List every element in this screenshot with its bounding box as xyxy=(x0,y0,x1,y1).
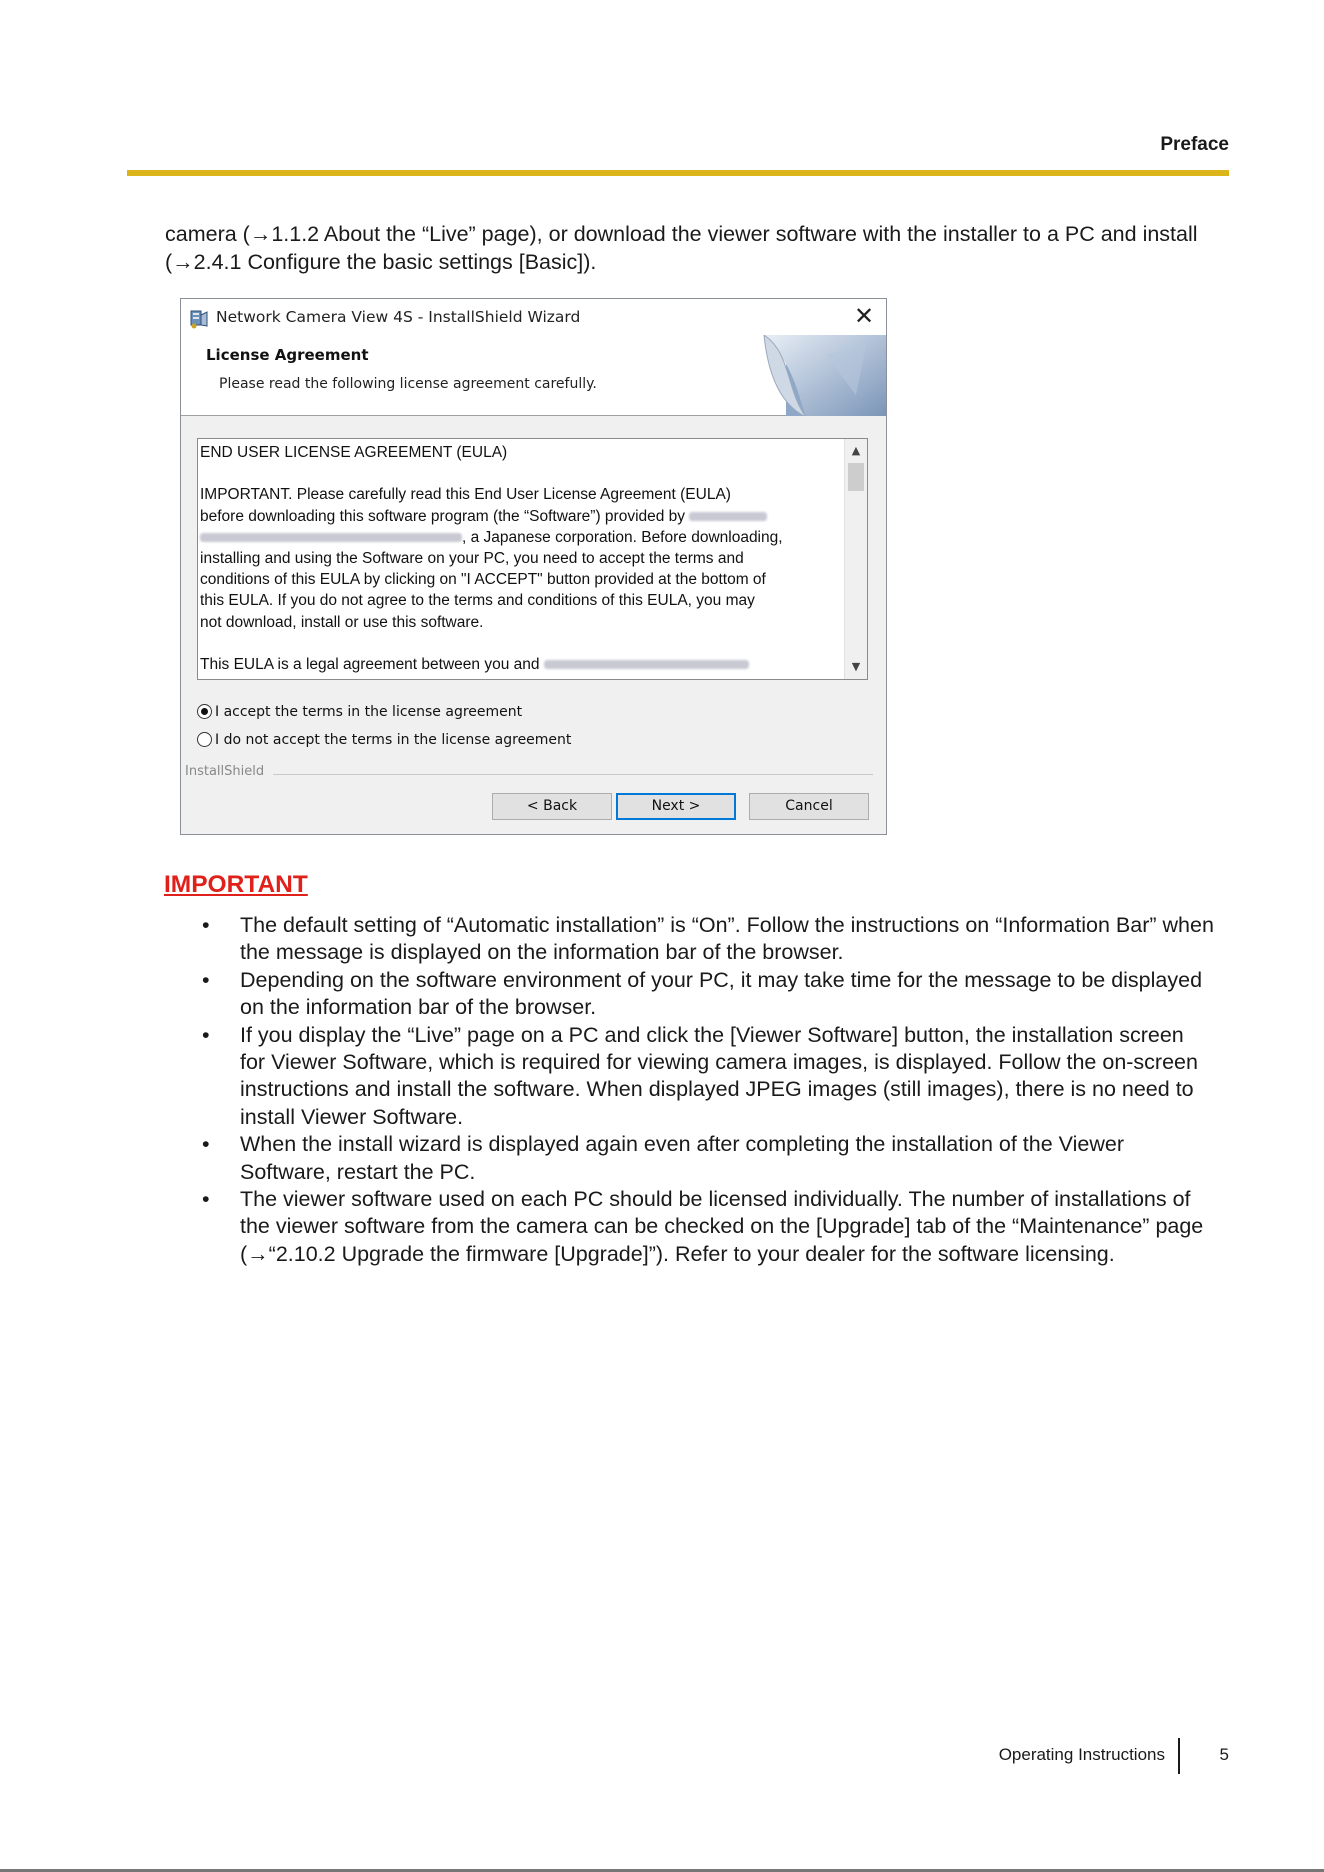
redacted-text xyxy=(200,533,462,542)
bullet-item xyxy=(165,1186,1235,1268)
redacted-text xyxy=(689,512,767,521)
eula-line xyxy=(200,506,840,527)
installshield-group-label: InstallShield xyxy=(185,764,265,779)
cancel-button[interactable]: Cancel xyxy=(749,793,869,820)
page-curl-graphic xyxy=(746,335,886,417)
intro-line: (→2.4.1 Configure the basic settings [Basic]). xyxy=(165,250,597,274)
eula-line: END USER LICENSE AGREEMENT (EULA) xyxy=(200,444,508,461)
installshield-dialog-screenshot xyxy=(180,298,887,835)
dialog-body xyxy=(181,416,886,834)
scroll-down-icon[interactable]: ▼ xyxy=(851,660,861,673)
important-heading: IMPORTANT xyxy=(164,871,308,898)
eula-line-text: , a Japanese corporation. Before downloading, xyxy=(462,528,783,546)
bullet-line: for Viewer Software, which is required for viewing camera images, is displayed. Follow the on-screen xyxy=(240,1049,1198,1074)
dialog-heading: License Agreement xyxy=(206,346,369,364)
bullet-line: Software, restart the PC. xyxy=(240,1159,476,1184)
dialog-title: Network Camera View 4S - InstallShield Wizard xyxy=(216,308,581,326)
bullet-line: • The default setting of “Automatic installation” is “On”. Follow the instructions on “Information Bar” when xyxy=(240,913,1214,937)
back-button[interactable]: < Back xyxy=(492,793,612,820)
eula-line xyxy=(200,633,840,654)
bullet-line: the message is displayed on the information bar of the browser. xyxy=(240,940,844,965)
bullet-item xyxy=(165,1131,1235,1186)
eula-line xyxy=(200,463,840,484)
scroll-up-icon[interactable]: ▲ xyxy=(851,444,861,457)
dialog-titlebar xyxy=(181,299,886,335)
close-button[interactable]: ✕ xyxy=(853,302,875,330)
bullet-line: instructions and install the software. When displayed JPEG images (still images), there is no need to xyxy=(240,1077,1194,1102)
radio-unselected-icon[interactable] xyxy=(197,732,212,747)
next-button[interactable]: Next > xyxy=(616,793,736,820)
page-number: 5 xyxy=(1219,1745,1229,1764)
bullet-line: (→“2.10.2 Upgrade the firmware [Upgrade]”). Refer to your dealer for the software licensing. xyxy=(240,1241,1115,1266)
bullet-line: • When the install wizard is displayed again even after completing the installation of the Viewer xyxy=(240,1132,1124,1157)
eula-scrollbar[interactable] xyxy=(844,439,867,679)
decline-radio-label: I do not accept the terms in the license agreement xyxy=(215,732,572,748)
redacted-text xyxy=(544,660,749,669)
intro-paragraph xyxy=(165,220,1235,276)
footer-doc-title: Operating Instructions xyxy=(998,1745,1165,1764)
installer-app-icon xyxy=(188,307,210,329)
bullet-item xyxy=(165,1022,1235,1132)
eula-line-text: This EULA is a legal agreement between you and xyxy=(200,655,540,673)
header-rule xyxy=(127,170,1229,176)
eula-line: this EULA. If you do not agree to the terms and conditions of this EULA, you may xyxy=(200,592,755,610)
accept-radio-label: I accept the terms in the license agreement xyxy=(215,704,523,720)
dialog-header-area xyxy=(181,335,886,416)
radio-selected-icon[interactable] xyxy=(197,704,212,719)
bullet-line: • If you display the “Live” page on a PC and click the [Viewer Software] button, the installation screen xyxy=(240,1022,1184,1047)
eula-text xyxy=(200,442,840,675)
eula-line: conditions of this EULA by clicking on "I ACCEPT" button provided at the bottom of xyxy=(200,571,766,589)
decline-radio-option[interactable] xyxy=(197,732,571,748)
scroll-thumb[interactable] xyxy=(848,463,864,491)
bullet-line: • Depending on the software environment of your PC, it may take time for the message to be displayed xyxy=(240,967,1203,992)
eula-line: installing and using the Software on your PC, you need to accept the terms and xyxy=(200,549,744,567)
page-header-section: Preface xyxy=(1160,134,1229,155)
bullet-line: on the information bar of the browser. xyxy=(240,995,597,1020)
group-divider xyxy=(273,774,873,775)
eula-line: IMPORTANT. Please carefully read this End User License Agreement (EULA) xyxy=(200,486,731,504)
important-bullet-list xyxy=(165,912,1235,1268)
bullet-item xyxy=(165,967,1235,1022)
eula-line-text: before downloading this software program (the “Software”) provided by xyxy=(200,507,686,525)
intro-line: camera (→1.1.2 About the “Live” page), or download the viewer software with the installer to a PC and install xyxy=(165,222,1198,246)
accept-radio-option[interactable] xyxy=(197,704,522,720)
bullet-line: install Viewer Software. xyxy=(240,1104,464,1129)
bullet-item xyxy=(165,912,1235,967)
eula-line xyxy=(200,527,840,548)
eula-line: not download, install or use this software. xyxy=(200,613,484,631)
eula-line xyxy=(200,654,840,675)
bullet-line: • The viewer software used on each PC should be licensed individually. The number of installations of xyxy=(240,1186,1191,1211)
dialog-subheading: Please read the following license agreement carefully. xyxy=(219,376,597,392)
eula-text-box[interactable] xyxy=(197,438,868,680)
footer-divider xyxy=(1178,1738,1180,1774)
bullet-line: the viewer software from the camera can be checked on the [Upgrade] tab of the “Maintenance” page xyxy=(240,1214,1204,1239)
